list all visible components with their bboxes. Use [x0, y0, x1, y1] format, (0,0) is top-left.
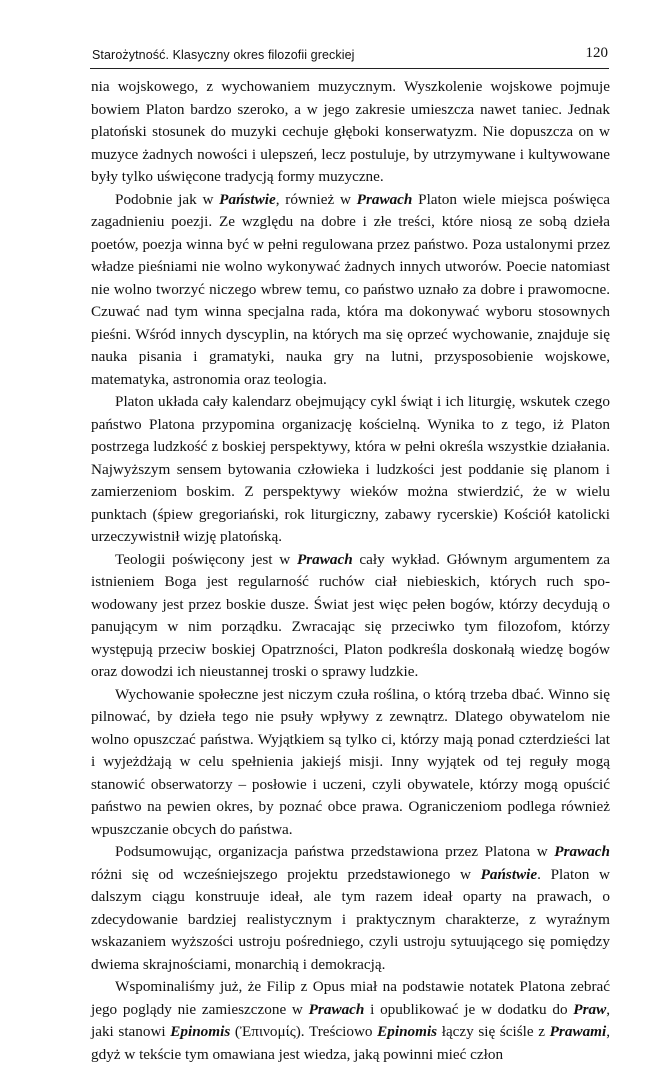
text-run: Platon wiele miejsca poświęca zagadnieniu poezji. Ze względu na dobre i złe treści, które niosą ze sobą dzieła poetów, poezja winna być w pełni regulowana przez państwo. Poza ustalonymi przez władze pieśniami nie wolno wykonywać żadnych innych utworów. Poecie natomiast nie wolno tworzyć niczego wbrew temu, co państwo uznało za dobre i prawomocne. Czuwać nad tym winna specjalna rada, która ma dokonywać wyboru stosownych pieśni. Wśród innych dyscyplin, na których ma się oprzeć wychowanie, znajduje się nauka pisania i gramatyki, nauka gry na lutni, przysposobienie wojskowe, matematyka, astronomia oraz teologia.	[91, 190, 610, 388]
paragraph	[91, 549, 610, 684]
title-reference: Epinomis	[377, 1023, 438, 1040]
text-run: Podsumowując, organizacja państwa przedstawiona przez Platona w	[115, 843, 555, 860]
running-title: Starożytność. Klasyczny okres filozofii greckiej	[92, 48, 355, 62]
text-run: , gdyż w tekście tym omawiana jest wiedza, jaką powinni mieć człon	[91, 1023, 610, 1063]
page-number: 120	[585, 45, 608, 61]
running-header	[90, 44, 610, 68]
text-run: (Ἐπινομίς). Treściowo	[230, 1023, 378, 1040]
text-run: Platon układa cały kalendarz obejmujący cykl świąt i ich liturgię, wskutek czego państwo Platona przypomina organizację kościelną. Wynika to z tego, iż Platon postrzega ludzkość z boskiej perspektywy, która w pełni określa wszystkie działania. Najwyższym sensem bytowania człowieka i ludzkości jest poddanie się planom i zamierzeniom boskim. Z perspektywy wieków można stwierdzić, że w wielu punktach (śpiew gregoriański, rok liturgiczny, zabawy rycerskie) Kościół katolicki urzeczywistnił wizję platońską.	[91, 393, 610, 545]
paragraph	[91, 189, 610, 392]
text-run: łączy się ściśle z	[437, 1023, 550, 1040]
text-run: cały wykład. Głównym argumentem za istnieniem Boga jest regularność ruchów ciał niebieskich, których ruch spowodowany jest przez boskie dusze. Świat jest więc pełen bogów, którzy decydują o panującym w nim porządku. Zwracając się przeciwko tym filozofom, którzy występują przeciw boskiej Opatrzności, Platon podkreśla doskonałą wiedzę bogów oraz dowodzi ich nieustannej troski o sprawy ludzkie.	[91, 550, 610, 680]
paragraph	[91, 841, 610, 976]
text-run: Podobnie jak w	[115, 190, 220, 208]
paragraph	[91, 76, 610, 189]
text-run: i opublikować je w dodatku do	[364, 1000, 574, 1018]
title-reference: Praw	[573, 1000, 607, 1018]
text-run: nia wojskowego, z wychowaniem muzycznym. Wyszkolenie wojskowe pojmuje bowiem Platon bardzo szeroko, a w jego zakresie umieszcza nawet taniec. Jednak platoński stosunek do muzyki cechuje głęboki konserwatyzm. Nie dopuszcza on w muzyce żadnych nowości i ulepszeń, lecz postuluje, by utrzymywane i kultywowane były tylko uświęcone tradycją formy muzyczne.	[91, 78, 610, 185]
title-reference: Prawach	[308, 1000, 365, 1018]
paragraph	[91, 391, 610, 549]
text-run: . Platon w dalszym ciągu konstruuje ideał, ale tym razem ideał oparty na prawach, o zdecydowanie bardziej realistycznym i praktycznym charakterze, z wyraźnym wskazaniem wyższości ustroju pośredniego, czyli ustroju sytuującego się pomiędzy dwiema skrajnościami, monarchią i demokracją.	[91, 865, 610, 973]
text-run: , również w	[275, 190, 357, 208]
title-reference: Prawami	[549, 1023, 607, 1040]
body-text	[91, 76, 610, 1066]
text-run: Wychowanie społeczne jest niczym czuła roślina, o którą trzeba dbać. Winno się pilnować, by dzieła tego nie psuły wpływy z zewnątrz. Dlatego obywatelom nie wolno opuszczać państwa. Wyjątkiem są tylko ci, którzy mają ponad czterdzieści lat i wyjeżdżają w celu spełnienia jakiejś misji. Inny wyjątek od tej reguły mogą stanowić obserwatorzy – posłowie i uczeni, czyli obywatele, którzy mogą opuścić państwo na pewien okres, by poznać obce prawa. Ograniczeniom podlega również wpuszczanie obcych do państwa.	[91, 685, 610, 838]
title-reference: Epinomis	[170, 1023, 231, 1040]
title-reference: Prawach	[356, 190, 413, 208]
title-reference: Prawach	[296, 550, 353, 568]
text-run: Wspominaliśmy już, że Filip z Opus miał na podstawie notatek Platona zebrać jego poglądy nie zamieszczone w	[91, 978, 610, 1018]
text-run: , jaki stanowi	[91, 1000, 611, 1040]
paragraph	[91, 976, 610, 1066]
title-reference: Państwie	[480, 865, 538, 883]
text-run: Teologii poświęcony jest w	[115, 550, 297, 568]
header-rule	[90, 68, 609, 69]
title-reference: Prawach	[554, 843, 610, 860]
text-run: różni się od wcześniejszego projektu przedstawionego w	[91, 865, 481, 883]
paragraph	[91, 684, 610, 842]
title-reference: Państwie	[219, 190, 276, 208]
